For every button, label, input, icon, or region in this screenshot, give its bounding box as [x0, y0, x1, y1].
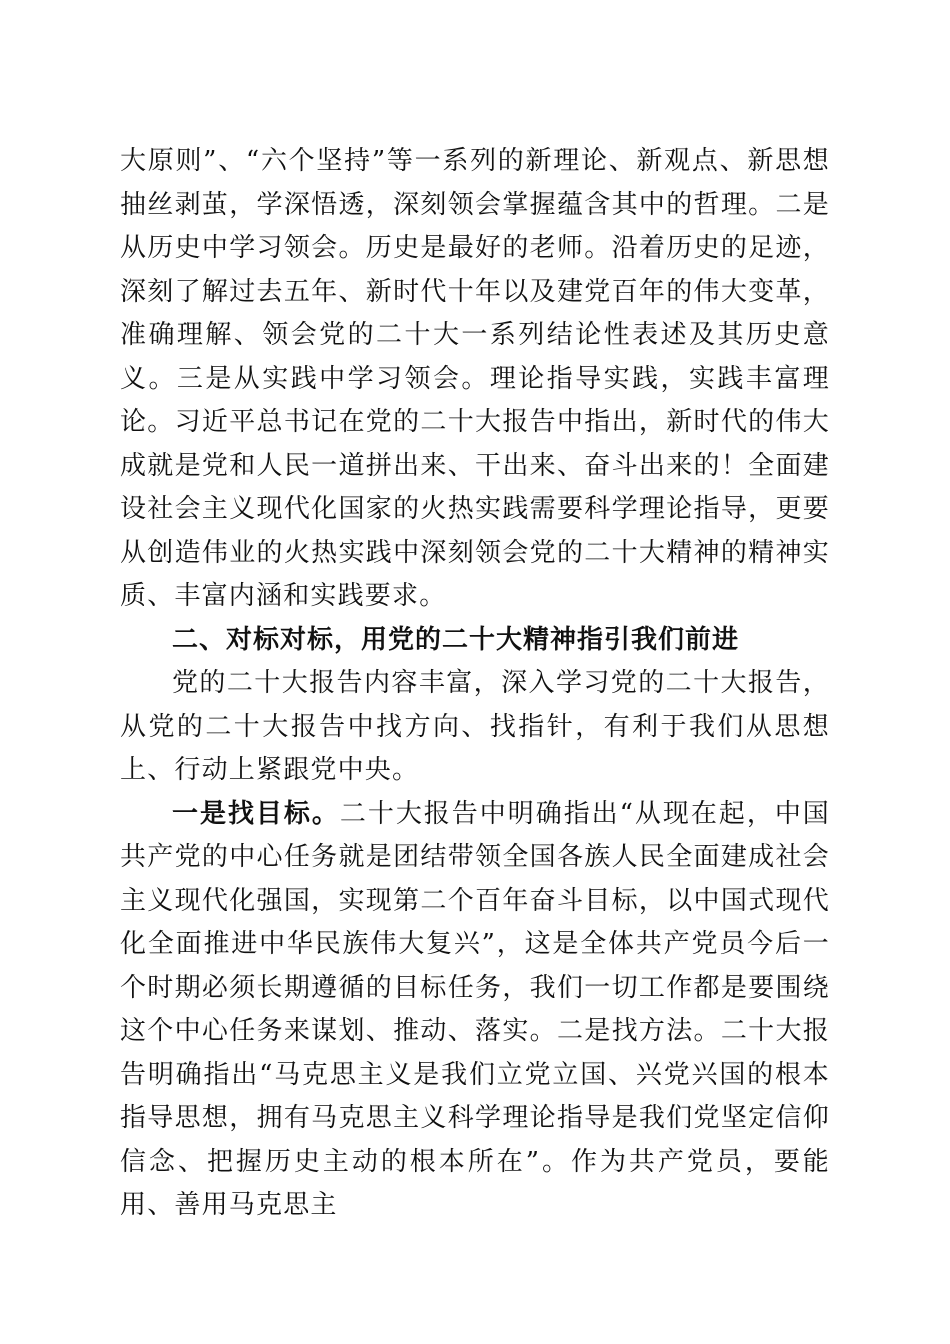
paragraph-body-text: 二十大报告中明确指出“从现在起，中国共产党的中心任务就是团结带领全国各族人民全面建成社会主义现代化强国，实现第二个百年奋斗目标，以中国式现代化全面推进中华民族伟大复兴”，这是全体共产党员今后一个时期必须长期遵循的目标任务，我们一切工作都是要围绕这个中心任务来谋划、推动、落实。二是找方法。二十大报告明确指出“马克思主义是我们立党立国、兴党兴国的根本指导思想，拥有马克思主义科学理论指导是我们党坚定信仰信念、把握历史主动的根本所在”。作为共产党员，要能用、善用马克思主 [120, 798, 830, 1220]
paragraph-study-methods: 大原则”、“六个坚持”等一系列的新理论、新观点、新思想抽丝剥茧，学深悟透，深刻领会掌握蕴含其中的哲理。二是从历史中学习领会。历史是最好的老师。沿着历史的足迹，深刻了解过去五年、新时代十年以及建党百年的伟大变革，准确理解、领会党的二十大一系列结论性表述及其历史意义。三是从实践中学习领会。理论指导实践，实践丰富理论。习近平总书记在党的二十大报告中指出，新时代的伟大成就是党和人民一道拼出来、干出来、奋斗出来的！全面建设社会主义现代化国家的火热实践需要科学理论指导，更要从创造伟业的火热实践中深刻领会党的二十大精神的精神实质、丰富内涵和实践要求。 [120, 146, 830, 611]
paragraph-lead-phrase: 一是找目标。 [172, 798, 340, 829]
paragraph-report-intro: 党的二十大报告内容丰富，深入学习党的二十大报告，从党的二十大报告中找方向、找指针，有利于我们从思想上、行动上紧跟党中央。 [120, 668, 830, 785]
section-heading: 二、对标对标，用党的二十大精神指引我们前进 [172, 624, 740, 655]
paragraph-find-goals [120, 793, 830, 1228]
document-body [120, 140, 830, 1228]
